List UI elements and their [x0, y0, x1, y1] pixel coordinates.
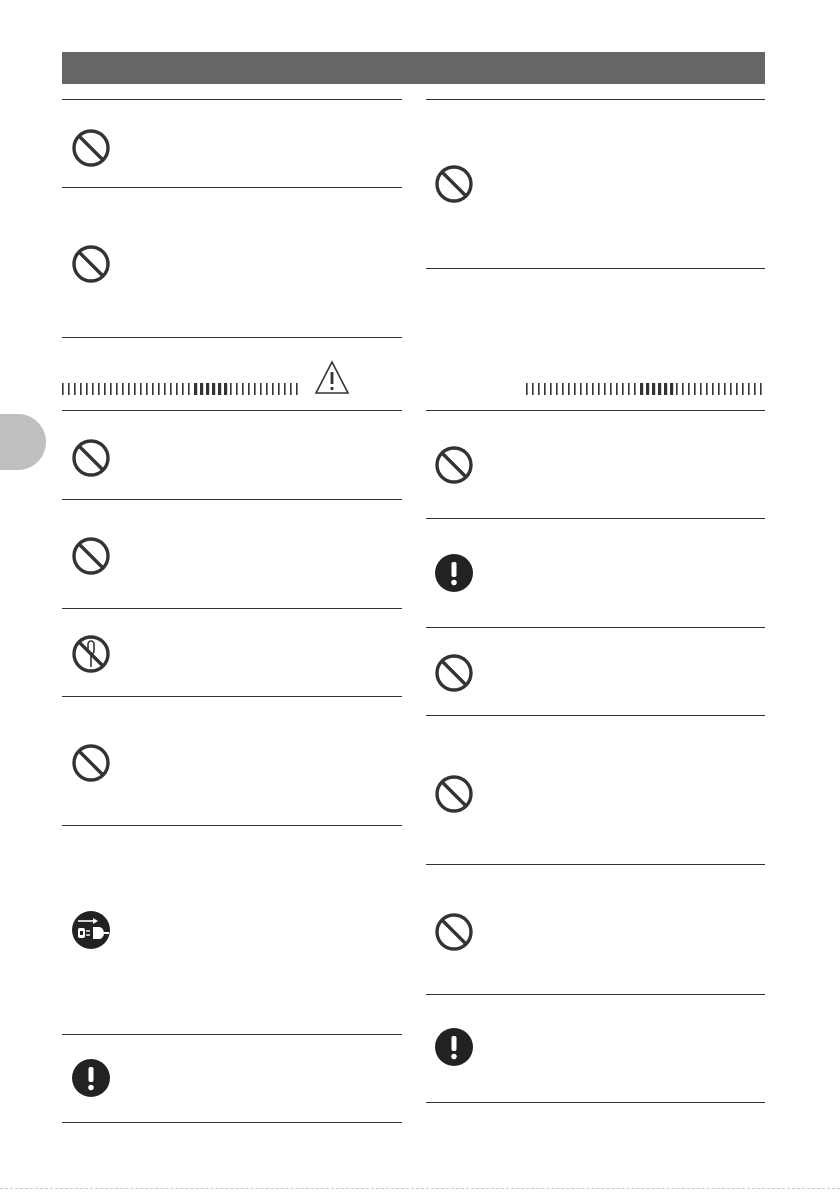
- prohibition-icon: [71, 743, 111, 783]
- section-header-bar: [62, 52, 765, 84]
- mandatory-action-icon: [434, 553, 474, 593]
- prohibition-icon: [71, 128, 111, 168]
- divider: [62, 499, 402, 500]
- divider: [62, 825, 402, 826]
- no-disassembly-icon: [71, 634, 111, 674]
- chapter-side-tab: [0, 414, 46, 470]
- divider: [426, 99, 765, 100]
- prohibition-icon: [71, 536, 111, 576]
- divider: [426, 715, 765, 716]
- caution-hatch-bar: [62, 380, 302, 392]
- prohibition-icon: [434, 774, 474, 814]
- divider: [426, 518, 765, 519]
- prohibition-icon: [434, 653, 474, 693]
- divider: [426, 268, 765, 269]
- divider: [62, 1034, 402, 1035]
- divider: [62, 187, 402, 188]
- divider: [62, 696, 402, 697]
- divider: [62, 1122, 402, 1123]
- prohibition-icon: [71, 438, 111, 478]
- divider: [426, 410, 765, 411]
- divider: [426, 1102, 765, 1103]
- divider: [62, 410, 402, 411]
- mandatory-action-icon: [71, 1058, 111, 1098]
- prohibition-icon: [434, 445, 474, 485]
- divider: [426, 627, 765, 628]
- divider: [426, 994, 765, 995]
- page-trim-line: [0, 1188, 840, 1189]
- unplug-power-icon: [71, 910, 111, 950]
- prohibition-icon: [71, 244, 111, 284]
- divider: [62, 608, 402, 609]
- prohibition-icon: [434, 164, 474, 204]
- mandatory-action-icon: [434, 1027, 474, 1067]
- divider: [62, 99, 402, 100]
- prohibition-icon: [434, 912, 474, 952]
- divider: [62, 337, 402, 338]
- caution-hatch-bar: [526, 380, 766, 392]
- warning-triangle-icon: [314, 360, 350, 396]
- divider: [426, 864, 765, 865]
